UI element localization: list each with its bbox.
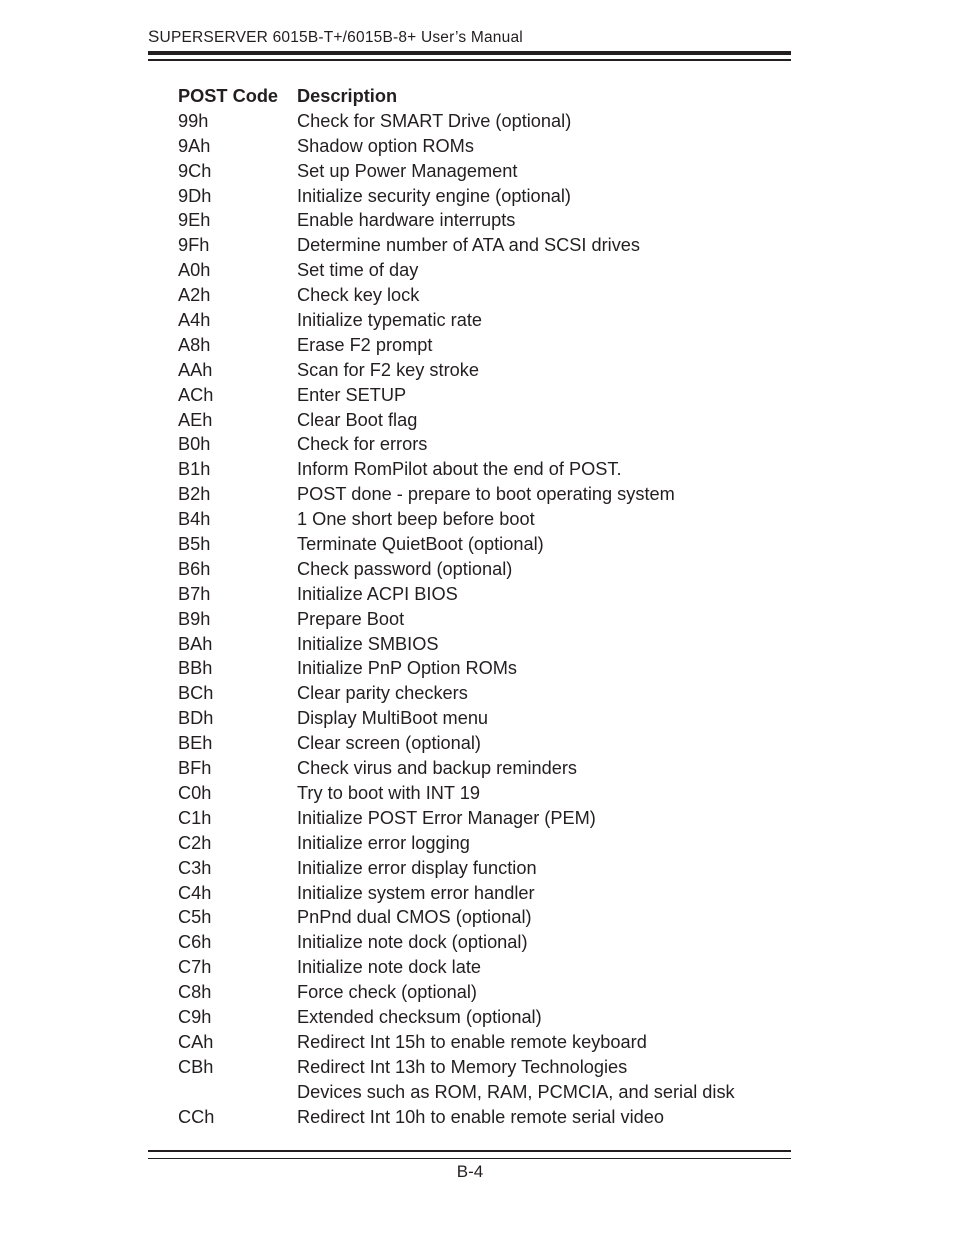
- table-row: [178, 233, 778, 258]
- table-row: [178, 607, 778, 632]
- description-cell: Clear parity checkers: [297, 683, 468, 704]
- table-row: [178, 706, 778, 731]
- table-row: [178, 955, 778, 980]
- post-code-cell: A4h: [178, 310, 211, 331]
- table-row: [178, 1080, 778, 1105]
- post-code-cell: 9Ch: [178, 160, 212, 181]
- description-cell: Erase F2 prompt: [297, 334, 433, 355]
- post-code-cell: B6h: [178, 558, 211, 579]
- footer-rule-thin: [148, 1158, 791, 1159]
- table-row: [178, 358, 778, 383]
- header-rule-thin: [148, 59, 791, 61]
- post-code-cell: C6h: [178, 932, 212, 953]
- description-cell: Enable hardware interrupts: [297, 210, 516, 231]
- table-row: [178, 283, 778, 308]
- description-cell: Inform RomPilot about the end of POST.: [297, 459, 622, 480]
- description-cell: Determine number of ATA and SCSI drives: [297, 235, 641, 256]
- description-cell: Set up Power Management: [297, 160, 518, 181]
- description-cell: Initialize note dock late: [297, 957, 482, 978]
- column-header-description: Description: [297, 86, 398, 106]
- table-row: [178, 930, 778, 955]
- table-row: [178, 806, 778, 831]
- post-code-table: [178, 84, 778, 1129]
- description-cell: Initialize ACPI BIOS: [297, 583, 458, 604]
- description-cell: Check for errors: [297, 434, 428, 455]
- post-code-cell: B0h: [178, 434, 211, 455]
- post-code-cell: 9Eh: [178, 210, 211, 231]
- header-title-rest: UPERSERVER 6015B-T+/6015B-8+ User’s Manual: [159, 29, 523, 46]
- table-row: [178, 507, 778, 532]
- table-row: [178, 1030, 778, 1055]
- table-row: [178, 1105, 778, 1130]
- table-row: [178, 781, 778, 806]
- post-code-cell: AEh: [178, 409, 213, 430]
- table-row: [178, 681, 778, 706]
- post-code-cell: CCh: [178, 1106, 215, 1127]
- description-cell: Redirect Int 13h to Memory Technologies: [297, 1056, 628, 1077]
- description-cell: Check virus and backup reminders: [297, 758, 578, 779]
- page-number: B-4: [456, 1162, 484, 1181]
- table-row: [178, 756, 778, 781]
- table-row: [178, 1005, 778, 1030]
- table-row: [178, 333, 778, 358]
- table-row: [178, 582, 778, 607]
- description-cell: Clear screen (optional): [297, 733, 481, 754]
- header-rule-thick: [148, 51, 791, 55]
- description-cell: Check password (optional): [297, 558, 513, 579]
- description-cell: Extended checksum (optional): [297, 1006, 542, 1027]
- post-code-cell: BDh: [178, 708, 214, 729]
- description-cell: Initialize error logging: [297, 832, 470, 853]
- description-cell: Initialize POST Error Manager (PEM): [297, 807, 596, 828]
- description-cell: Force check (optional): [297, 982, 477, 1003]
- table-row: [178, 258, 778, 283]
- post-code-cell: 99h: [178, 110, 209, 131]
- table-row: [178, 1055, 778, 1080]
- table-row: [178, 208, 778, 233]
- post-code-cell: C9h: [178, 1006, 212, 1027]
- description-cell: Display MultiBoot menu: [297, 708, 489, 729]
- post-code-cell: BFh: [178, 758, 212, 779]
- post-code-cell: C5h: [178, 907, 212, 928]
- description-cell: Devices such as ROM, RAM, PCMCIA, and serial disk: [297, 1081, 735, 1102]
- post-code-cell: B1h: [178, 459, 211, 480]
- post-code-cell: B4h: [178, 509, 211, 530]
- post-code-cell: C8h: [178, 982, 212, 1003]
- post-code-cell: 9Fh: [178, 235, 210, 256]
- description-cell: Redirect Int 15h to enable remote keyboard: [297, 1031, 647, 1052]
- post-code-cell: C7h: [178, 957, 212, 978]
- table-row: [178, 731, 778, 756]
- post-code-cell: B7h: [178, 583, 211, 604]
- description-cell: Check for SMART Drive (optional): [297, 110, 572, 131]
- table-header-row: [178, 84, 778, 109]
- description-cell: Check key lock: [297, 285, 420, 306]
- description-cell: Scan for F2 key stroke: [297, 359, 479, 380]
- post-code-cell: AAh: [178, 359, 213, 380]
- post-code-cell: B9h: [178, 608, 211, 629]
- page-header-title: [148, 27, 523, 47]
- description-cell: Terminate QuietBoot (optional): [297, 534, 544, 555]
- table-row: [178, 482, 778, 507]
- table-row: [178, 632, 778, 657]
- description-cell: Set time of day: [297, 260, 419, 281]
- post-code-cell: C4h: [178, 882, 212, 903]
- post-code-cell: 9Ah: [178, 135, 211, 156]
- post-code-cell: BEh: [178, 733, 213, 754]
- description-cell: Initialize error display function: [297, 857, 537, 878]
- table-row: [178, 557, 778, 582]
- description-cell: Try to boot with INT 19: [297, 782, 480, 803]
- description-cell: Initialize SMBIOS: [297, 633, 439, 654]
- post-code-cell: C3h: [178, 857, 212, 878]
- description-cell: Initialize note dock (optional): [297, 932, 528, 953]
- description-cell: Initialize system error handler: [297, 882, 535, 903]
- description-cell: Enter SETUP: [297, 384, 407, 405]
- table-row: [178, 656, 778, 681]
- post-code-cell: BBh: [178, 658, 213, 679]
- post-code-cell: BCh: [178, 683, 214, 704]
- description-cell: Initialize security engine (optional): [297, 185, 571, 206]
- description-cell: Clear Boot flag: [297, 409, 418, 430]
- post-code-cell: B5h: [178, 534, 211, 555]
- table-row: [178, 856, 778, 881]
- table-row: [178, 159, 778, 184]
- table-row: [178, 457, 778, 482]
- description-cell: Initialize PnP Option ROMs: [297, 658, 518, 679]
- table-row: [178, 109, 778, 134]
- post-code-cell: ACh: [178, 384, 214, 405]
- table-row: [178, 308, 778, 333]
- post-code-cell: C0h: [178, 782, 212, 803]
- table-row: [178, 432, 778, 457]
- table-body: [178, 109, 778, 1130]
- post-code-cell: A2h: [178, 285, 211, 306]
- table-row: [178, 532, 778, 557]
- column-header-post-code: POST Code: [178, 86, 279, 106]
- post-code-cell: BAh: [178, 633, 213, 654]
- description-cell: Redirect Int 10h to enable remote serial video: [297, 1106, 664, 1127]
- description-cell: Prepare Boot: [297, 608, 405, 629]
- post-code-cell: A0h: [178, 260, 211, 281]
- table-row: [178, 980, 778, 1005]
- table-row: [178, 408, 778, 433]
- table-row: [178, 383, 778, 408]
- description-cell: PnPnd dual CMOS (optional): [297, 907, 532, 928]
- footer-rule-thick: [148, 1150, 791, 1152]
- description-cell: Shadow option ROMs: [297, 135, 474, 156]
- post-code-cell: B2h: [178, 484, 211, 505]
- post-code-cell: C1h: [178, 807, 212, 828]
- post-code-cell: C2h: [178, 832, 212, 853]
- table-row: [178, 905, 778, 930]
- post-code-cell: 9Dh: [178, 185, 212, 206]
- post-code-cell: CBh: [178, 1056, 214, 1077]
- table-row: [178, 134, 778, 159]
- post-code-cell: CAh: [178, 1031, 214, 1052]
- post-code-cell: [178, 1080, 297, 1105]
- table-row: [178, 831, 778, 856]
- description-cell: Initialize typematic rate: [297, 310, 482, 331]
- description-cell: POST done - prepare to boot operating system: [297, 484, 675, 505]
- table-row: [178, 184, 778, 209]
- table-row: [178, 881, 778, 906]
- post-code-cell: A8h: [178, 334, 211, 355]
- description-cell: 1 One short beep before boot: [297, 509, 535, 530]
- header-title-initial: S: [148, 27, 160, 46]
